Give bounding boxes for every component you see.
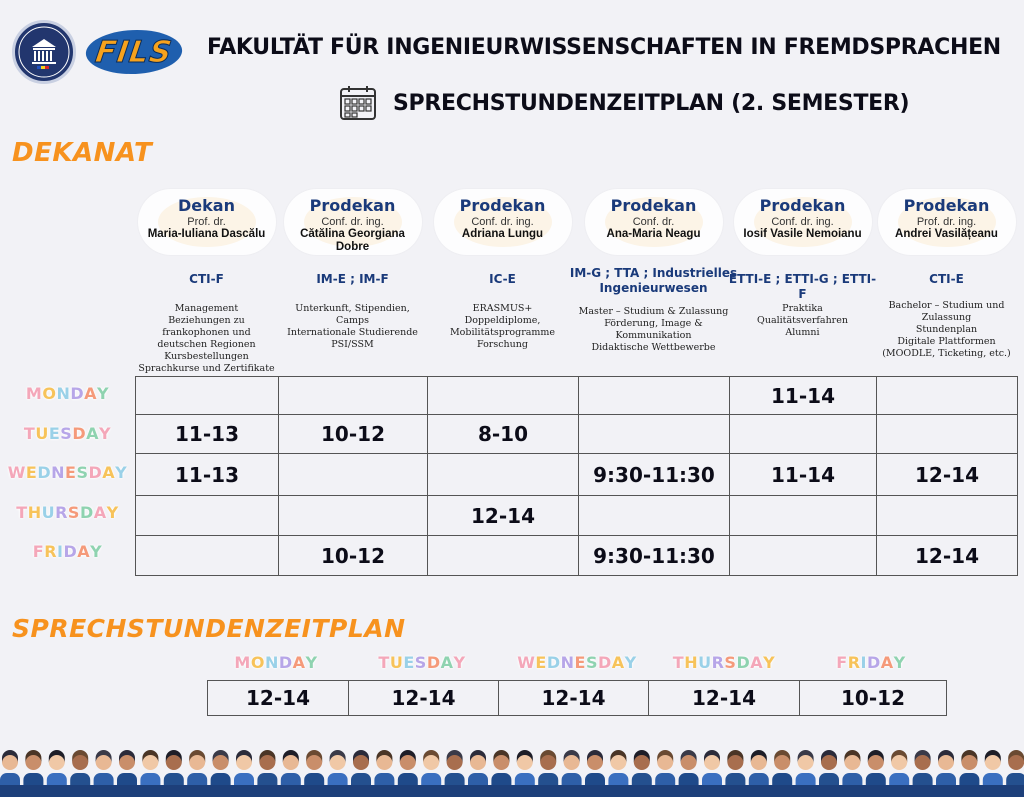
staff-programs: CTI-E — [929, 272, 964, 286]
section-title-dekanat: DEKANAT — [12, 138, 153, 168]
staff-card — [284, 189, 422, 255]
responsibility-line: Beziehungen zu — [168, 315, 245, 326]
university-seal-logo — [12, 20, 76, 84]
staff-role: Prodekan — [759, 196, 846, 215]
staff-card — [138, 189, 276, 255]
staff-card — [585, 189, 723, 255]
staff-card — [734, 189, 872, 255]
page-subtitle: SPRECHSTUNDENZEITPLAN (2. SEMESTER) — [393, 91, 910, 116]
staff-responsibilities — [579, 306, 729, 354]
staff-degree: Conf. dr. ing. — [471, 216, 534, 228]
time-cell: 9:30-11:30 — [579, 536, 730, 576]
office-hours-table — [135, 376, 1018, 576]
staff-name: Andrei Vasilățeanu — [895, 228, 998, 240]
office-time-cell: 12-14 — [349, 681, 499, 716]
time-cell — [136, 536, 279, 576]
staff-name: Ana-Maria Neagu — [606, 228, 701, 240]
time-cell: 11-14 — [730, 377, 877, 415]
responsibility-line: Doppeldiplome, — [464, 315, 541, 326]
office-hours-summary-table — [207, 680, 947, 716]
office-day-label: MONDAY — [234, 653, 318, 672]
responsibility-line: Bachelor – Studium und — [888, 300, 1005, 311]
time-cell: 11-13 — [136, 415, 279, 454]
day-label: MONDAY — [25, 384, 110, 403]
time-cell — [579, 415, 730, 454]
staff-card — [878, 189, 1016, 255]
staff-card — [434, 189, 572, 255]
fils-logo — [83, 30, 185, 74]
responsibility-line: Forschung — [477, 339, 528, 350]
office-day-label: TUESDAY — [378, 653, 466, 672]
day-label: THURSDAY — [16, 503, 119, 522]
responsibility-line: Stundenplan — [915, 324, 978, 335]
responsibility-line: Mobilitätsprogramme — [449, 327, 556, 338]
office-time-cell: 12-14 — [208, 681, 349, 716]
staff-degree: Prof. dr. ing. — [916, 216, 977, 228]
staff-programs: ETTI-E ; ETTI-G ; ETTI-F — [728, 272, 877, 301]
day-label: TUESDAY — [23, 424, 112, 443]
time-cell: 8-10 — [428, 415, 579, 454]
staff-degree: Conf. dr. ing. — [321, 216, 384, 228]
table-row — [136, 536, 1018, 576]
staff-programs: IM-E ; IM-F — [316, 272, 389, 286]
staff-role: Dekan — [178, 196, 235, 215]
responsibility-line: PSI/SSM — [331, 339, 374, 350]
time-cell — [877, 496, 1018, 536]
staff-responsibilities — [132, 303, 282, 375]
responsibility-line: Alumni — [785, 327, 820, 338]
time-cell — [279, 496, 428, 536]
responsibility-line: Master – Studium & Zulassung — [578, 306, 729, 317]
staff-name: Adriana Lungu — [461, 228, 544, 240]
time-cell — [279, 377, 428, 415]
seat-row — [0, 785, 1024, 797]
staff-role: Prodekan — [610, 196, 697, 215]
staff-name: Cătălina Georgiana Dobre — [300, 228, 405, 253]
staff-role: Prodekan — [309, 196, 396, 215]
staff-programs: IM-G ; TTA ; Industrielles Ingenieurwesen — [569, 266, 738, 295]
time-cell: 9:30-11:30 — [579, 454, 730, 496]
staff-name: Iosif Vasile Nemoianu — [743, 228, 862, 240]
staff-responsibilities — [428, 303, 578, 351]
responsibility-line: Qualitätsverfahren — [757, 315, 848, 326]
office-time-cell: 12-14 — [649, 681, 800, 716]
time-cell — [428, 454, 579, 496]
staff-responsibilities — [872, 300, 1022, 360]
responsibility-line: (MOODLE, Ticketing, etc.) — [882, 348, 1011, 359]
day-label: FRIDAY — [32, 542, 103, 561]
responsibility-line: Kursbestellungen — [164, 351, 249, 362]
time-cell — [730, 496, 877, 536]
time-cell: 12-14 — [877, 454, 1018, 496]
staff-role: Prodekan — [459, 196, 546, 215]
time-cell — [877, 415, 1018, 454]
responsibility-line: deutschen Regionen — [157, 339, 256, 350]
time-cell — [877, 377, 1018, 415]
staff-name: Maria-Iuliana Dascălu — [147, 228, 266, 240]
staff-responsibilities — [278, 303, 428, 351]
time-cell: 10-12 — [279, 536, 428, 576]
office-time-cell: 12-14 — [499, 681, 649, 716]
time-cell — [279, 454, 428, 496]
time-cell: 11-14 — [730, 454, 877, 496]
responsibility-line: Zulassung — [921, 312, 972, 323]
responsibility-line: frankophonen und — [162, 327, 251, 338]
responsibility-line: Unterkunft, Stipendien, — [295, 303, 410, 314]
table-row — [136, 377, 1018, 415]
responsibility-line: Internationale Studierende — [287, 327, 418, 338]
responsibility-line: Förderung, Image & — [604, 318, 703, 329]
staff-programs: IC-E — [489, 272, 516, 286]
office-hours-row — [208, 681, 947, 716]
time-cell: 10-12 — [279, 415, 428, 454]
time-cell: 11-13 — [136, 454, 279, 496]
time-cell: 12-14 — [877, 536, 1018, 576]
responsibility-line: Digitale Plattformen — [897, 336, 996, 347]
responsibility-line: Didaktische Wettbewerbe — [591, 342, 716, 353]
time-cell — [730, 415, 877, 454]
section-title-office-hours: SPRECHSTUNDENZEITPLAN — [12, 614, 406, 643]
staff-responsibilities — [728, 303, 878, 339]
staff-degree: Conf. dr. — [632, 216, 675, 228]
audience-illustration — [0, 745, 1024, 797]
time-cell — [136, 496, 279, 536]
office-time-cell: 10-12 — [800, 681, 947, 716]
time-cell — [428, 536, 579, 576]
page-title: FAKULTÄT FÜR INGENIEURWISSENSCHAFTEN IN FREMDSPRACHEN — [207, 35, 1001, 60]
responsibility-line: Management — [174, 303, 239, 314]
responsibility-line: Sprachkurse und Zertifikate — [138, 363, 275, 374]
table-row — [136, 454, 1018, 496]
staff-degree: Prof. dr. — [187, 216, 226, 228]
time-cell — [428, 377, 579, 415]
office-day-label: WEDNESDAY — [517, 653, 637, 672]
responsibility-line: Praktika — [782, 303, 823, 314]
day-label: WEDNESDAY — [7, 463, 128, 482]
staff-role: Prodekan — [903, 196, 990, 215]
responsibility-line: Camps — [336, 315, 369, 326]
responsibility-line: Kommunikation — [615, 330, 692, 341]
staff-degree: Conf. dr. ing. — [771, 216, 834, 228]
time-cell: 12-14 — [428, 496, 579, 536]
responsibility-line: ERASMUS+ — [472, 303, 533, 314]
time-cell — [579, 377, 730, 415]
calendar-icon — [339, 84, 377, 122]
office-day-label: THURSDAY — [672, 653, 776, 672]
table-row — [136, 415, 1018, 454]
office-day-label: FRIDAY — [836, 653, 906, 672]
staff-programs: CTI-F — [189, 272, 224, 286]
time-cell — [730, 536, 877, 576]
time-cell — [136, 377, 279, 415]
table-row — [136, 496, 1018, 536]
fils-logo-text: FILS — [93, 34, 175, 70]
time-cell — [579, 496, 730, 536]
